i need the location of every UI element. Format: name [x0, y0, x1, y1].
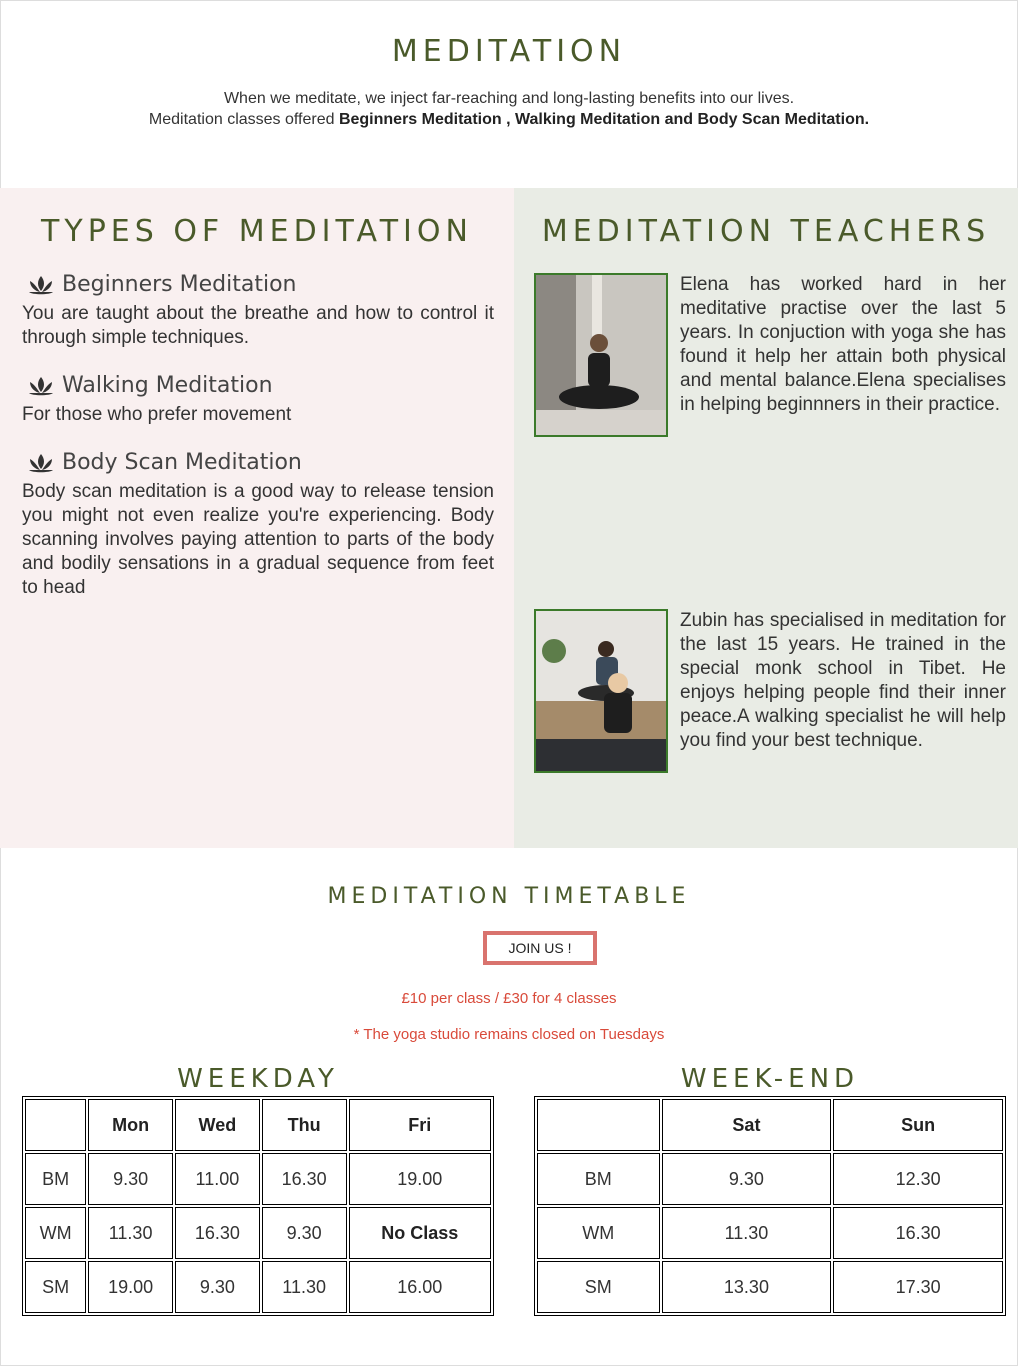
table-cell: 11.30 — [88, 1207, 173, 1259]
table-header-row — [25, 1099, 491, 1151]
table-row — [537, 1261, 1003, 1313]
table-cell: 11.00 — [175, 1153, 260, 1205]
table-header-cell: Wed — [175, 1099, 260, 1151]
types-heading: TYPES OF MEDITATION — [41, 214, 473, 249]
weekday-table — [22, 1096, 494, 1316]
intro-prefix: Meditation classes offered — [148, 111, 339, 128]
table-row — [537, 1153, 1003, 1205]
table-header-cell: Sat — [662, 1099, 832, 1151]
table-cell: SM — [25, 1261, 86, 1313]
weekday-title: WEEKDAY — [177, 1064, 339, 1094]
type-title-walking — [26, 373, 273, 398]
teacher-bio-elena: Elena has worked hard in her meditative practise over the last 5 years. In conjuction with yoga she has found it help her attain both physical and mental balance.Elena specialises in helping beginnners in their practice. — [680, 274, 1006, 415]
weekend-title: WEEK-END — [680, 1064, 860, 1094]
lotus-icon — [26, 452, 56, 474]
type-title-text: Body Scan Meditation — [62, 450, 302, 475]
table-row — [25, 1207, 491, 1259]
table-cell: 16.30 — [262, 1153, 347, 1205]
join-us-button[interactable]: JOIN US ! — [483, 931, 597, 965]
table-row — [25, 1153, 491, 1205]
table-cell: 16.30 — [833, 1207, 1003, 1259]
tuesday-notice: * The yoga studio remains closed on Tuesdays — [353, 1026, 665, 1043]
table-cell: BM — [25, 1153, 86, 1205]
table-cell: 19.00 — [88, 1261, 173, 1313]
intro-text-line1: When we meditate, we inject far-reaching and long-lasting benefits into our lives. — [223, 90, 795, 107]
table-cell: 11.30 — [662, 1207, 832, 1259]
lotus-icon — [26, 274, 56, 296]
table-header-cell: Thu — [262, 1099, 347, 1151]
table-cell: 9.30 — [88, 1153, 173, 1205]
table-header-cell: Sun — [833, 1099, 1003, 1151]
table-cell: 11.30 — [262, 1261, 347, 1313]
table-header-cell — [25, 1099, 86, 1151]
type-title-text: Beginners Meditation — [62, 272, 297, 297]
teacher-card-elena — [534, 273, 1006, 441]
table-cell: BM — [537, 1153, 660, 1205]
table-cell: WM — [537, 1207, 660, 1259]
type-title-beginners — [26, 272, 296, 297]
teachers-heading: MEDITATION TEACHERS — [541, 214, 991, 249]
types-section — [0, 188, 514, 848]
teacher-photo-elena — [534, 273, 668, 437]
table-header-cell: Mon — [88, 1099, 173, 1151]
table-cell: 12.30 — [833, 1153, 1003, 1205]
table-cell: 16.30 — [175, 1207, 260, 1259]
type-title-text: Walking Meditation — [62, 373, 273, 398]
table-header-row — [537, 1099, 1003, 1151]
table-row — [537, 1207, 1003, 1259]
teachers-section — [514, 188, 1018, 848]
table-header-cell — [537, 1099, 660, 1151]
teacher-card-zubin — [534, 609, 1006, 777]
table-cell-no-class: No Class — [349, 1207, 491, 1259]
table-cell: 9.30 — [262, 1207, 347, 1259]
intro-classes-list: Beginners Meditation , Walking Meditation and Body Scan Meditation. — [338, 111, 870, 128]
table-cell: 9.30 — [175, 1261, 260, 1313]
teacher-photo-zubin — [534, 609, 668, 773]
table-cell: WM — [25, 1207, 86, 1259]
price-text: £10 per class / £30 for 4 classes — [401, 990, 617, 1007]
table-cell: 17.30 — [833, 1261, 1003, 1313]
type-desc-walking: For those who prefer movement — [22, 404, 292, 425]
type-desc-body-scan: Body scan meditation is a good way to release tension you might not even realize you're experiencing. Body scanning involves paying attention to parts of the body and bodily sensations in a gradual sequence from feet to head — [22, 481, 494, 598]
lotus-icon — [26, 375, 56, 397]
page-title: MEDITATION — [391, 34, 627, 69]
timetable-heading: MEDITATION TIMETABLE — [327, 884, 691, 909]
type-desc-beginners: You are taught about the breathe and how to control it through simple techniques. — [22, 303, 494, 348]
intro-section — [0, 0, 1018, 188]
table-cell: 9.30 — [662, 1153, 832, 1205]
table-cell: 19.00 — [349, 1153, 491, 1205]
table-header-cell: Fri — [349, 1099, 491, 1151]
table-row — [25, 1261, 491, 1313]
table-cell: SM — [537, 1261, 660, 1313]
weekend-table — [534, 1096, 1006, 1316]
table-cell: 13.30 — [662, 1261, 832, 1313]
intro-text-line2 — [0, 111, 1018, 129]
teacher-bio-zubin: Zubin has specialised in meditation for the last 15 years. He trained in the special monk school in Tibet. He enjoys helping people find their inner peace.A walking specialist he will help you find your best technique. — [680, 610, 1006, 751]
type-title-body-scan — [26, 450, 302, 475]
table-cell: 16.00 — [349, 1261, 491, 1313]
